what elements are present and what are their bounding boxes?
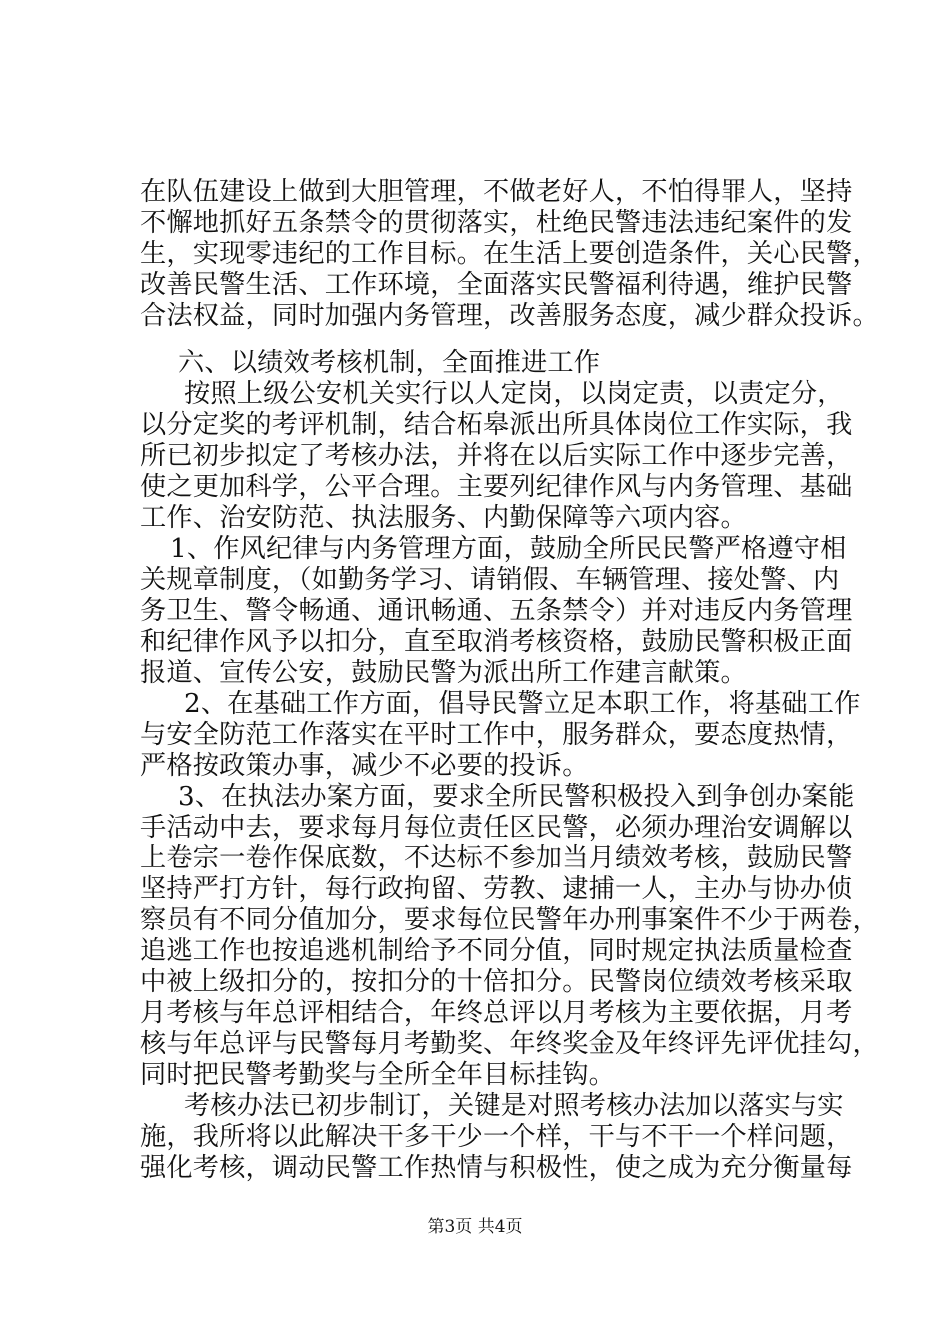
text-line: 施，我所将以此解决干多干少一个样，干与不干一个样问题， [140,1122,853,1153]
text-line: 严格按政策办事，减少不必要的投诉。 [140,750,589,781]
text-line: 2、在基础工作方面，倡导民警立足本职工作，将基础工作 [184,688,861,719]
text-line: 考核办法已初步制订，关键是对照考核办法加以落实与实 [184,1091,844,1122]
text-line: 工作、治安防范、执法服务、内勤保障等六项内容。 [140,502,747,533]
text-line: 中被上级扣分的，按扣分的十倍扣分。民警岗位绩效考核采取 [140,967,853,998]
text-line: 生，实现零违纪的工作目标。在生活上要创造条件，关心民警， [140,238,879,269]
text-line: 和纪律作风予以扣分，直至取消考核资格，鼓励民警积极正面 [140,626,853,657]
text-line: 在队伍建设上做到大胆管理，不做老好人，不怕得罪人，坚持 [140,177,853,207]
text-line: 手活动中去，要求每月每位责任区民警，必须办理治安调解以 [140,812,853,843]
text-line: 使之更加科学，公平合理。主要列纪律作风与内务管理、基础 [140,472,853,503]
text-line: 坚持严打方针，每行政拘留、劳教、逮捕一人，主办与协办侦 [140,874,853,905]
text-line: 改善民警生活、工作环境，全面落实民警福利待遇，维护民警 [140,269,853,300]
text-line: 所已初步拟定了考核办法，并将在以后实际工作中逐步完善， [140,441,853,472]
text-line: 追逃工作也按追逃机制给予不同分值，同时规定执法质量检查 [140,936,853,967]
text-line: 月考核与年总评相结合，年终总评以月考核为主要依据，月考 [140,998,853,1029]
page-footer: 第3页 共4页 [427,1217,523,1237]
text-line: 合法权益，同时加强内务管理，改善服务态度，减少群众投诉。 [140,300,879,331]
text-line: 务卫生、警令畅通、通讯畅通、五条禁令）并对违反内务管理 [140,595,853,626]
text-line: 以分定奖的考评机制，结合柘皋派出所具体岗位工作实际，我 [140,410,853,441]
text-line: 与安全防范工作落实在平时工作中，服务群众，要态度热情， [140,719,853,750]
text-line: 报道、宣传公安，鼓励民警为派出所工作建言献策。 [140,657,747,688]
text-line: 上卷宗一卷作保底数，不达标不参加当月绩效考核，鼓励民警 [140,843,853,874]
text-line: 同时把民警考勤奖与全所全年目标挂钩。 [140,1060,615,1091]
text-line: 按照上级公安机关实行以人定岗，以岗定责，以责定分， [184,379,844,410]
text-line: 关规章制度，（如勤务学习、请销假、车辆管理、接处警、内 [140,564,840,595]
text-line: 察员有不同分值加分，要求每位民警年办刑事案件不少于两卷， [140,905,879,936]
text-line: 3、在执法办案方面，要求全所民警积极投入到争创办案能 [178,781,855,812]
section-heading: 六、以绩效考核机制，全面推进工作 [178,348,601,379]
text-line: 强化考核，调动民警工作热情与积极性，使之成为充分衡量每 [140,1153,853,1183]
text-line: 核与年总评与民警每月考勤奖、年终奖金及年终评先评优挂勾， [140,1029,879,1060]
text-line: 1、作风纪律与内务管理方面，鼓励全所民民警严格遵守相 [170,533,847,564]
text-line: 不懈地抓好五条禁令的贯彻落实，杜绝民警违法违纪案件的发 [140,207,853,238]
